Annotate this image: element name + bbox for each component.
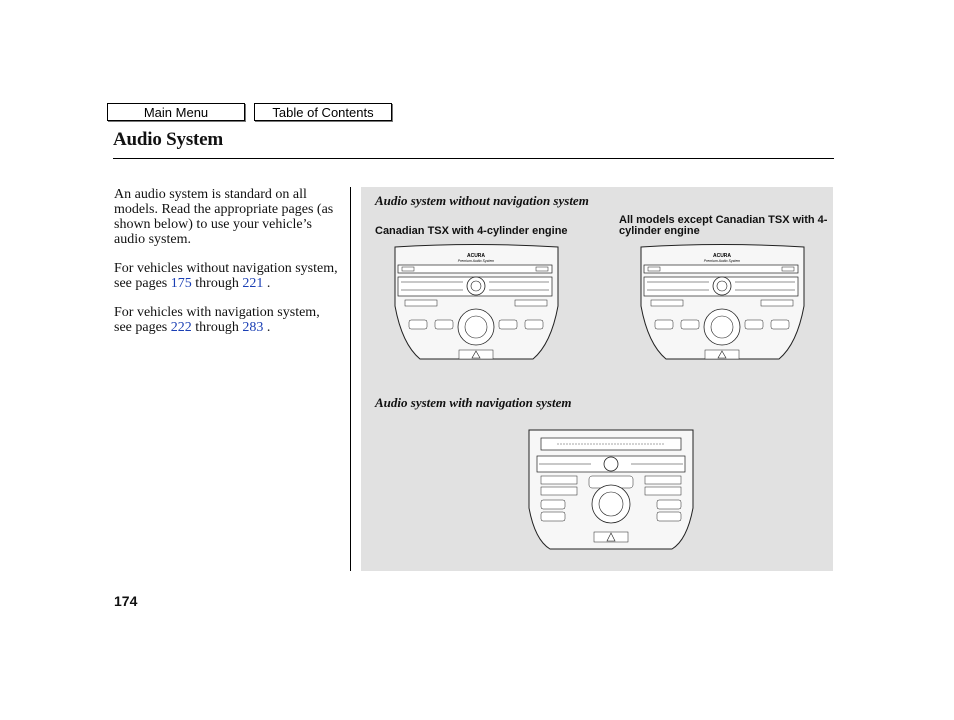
with-nav-paragraph <box>114 305 340 335</box>
section-title-with-nav: Audio system with navigation system <box>375 395 572 410</box>
audio-unit-illustration-canadian <box>393 244 560 364</box>
audio-unit-illustration-all-models <box>639 244 806 364</box>
with-nav-text-after: . <box>263 320 271 335</box>
without-nav-text-middle: through <box>191 276 243 291</box>
intro-paragraph: An audio system is standard on all models. Read the appropriate pages (as shown below) to use your vehicle’s audio system. <box>114 187 334 247</box>
with-nav-text-before: For vehicles with navigation system, see pages <box>114 305 320 335</box>
without-nav-paragraph <box>114 261 340 291</box>
page-link-283[interactable]: 283 <box>242 320 264 335</box>
brand-subtitle: Premium Audio System <box>457 259 495 263</box>
page-title: Audio System <box>113 129 224 150</box>
main-menu-button[interactable]: Main Menu <box>107 103 245 121</box>
title-divider <box>113 158 834 159</box>
caption-canadian-tsx: Canadian TSX with 4-cylinder engine <box>375 225 568 237</box>
brand-label: ACURA <box>712 253 732 259</box>
page-link-175[interactable]: 175 <box>170 276 192 291</box>
caption-all-models: All models except Canadian TSX with 4-cylinder engine <box>619 214 828 237</box>
section-title-without-nav: Audio system without navigation system <box>375 193 589 208</box>
column-divider <box>350 187 351 571</box>
page-link-221[interactable]: 221 <box>242 276 264 291</box>
page-link-222[interactable]: 222 <box>170 320 192 335</box>
table-of-contents-button[interactable]: Table of Contents <box>254 103 392 121</box>
without-nav-text-before: For vehicles without navigation system, see pages <box>114 261 338 291</box>
audio-unit-illustration-navigation <box>527 428 695 552</box>
brand-subtitle: Premium Audio System <box>703 259 741 263</box>
without-nav-text-after: . <box>263 276 271 291</box>
with-nav-text-middle: through <box>191 320 243 335</box>
page-number: 174 <box>114 593 138 609</box>
brand-label: ACURA <box>466 253 486 259</box>
